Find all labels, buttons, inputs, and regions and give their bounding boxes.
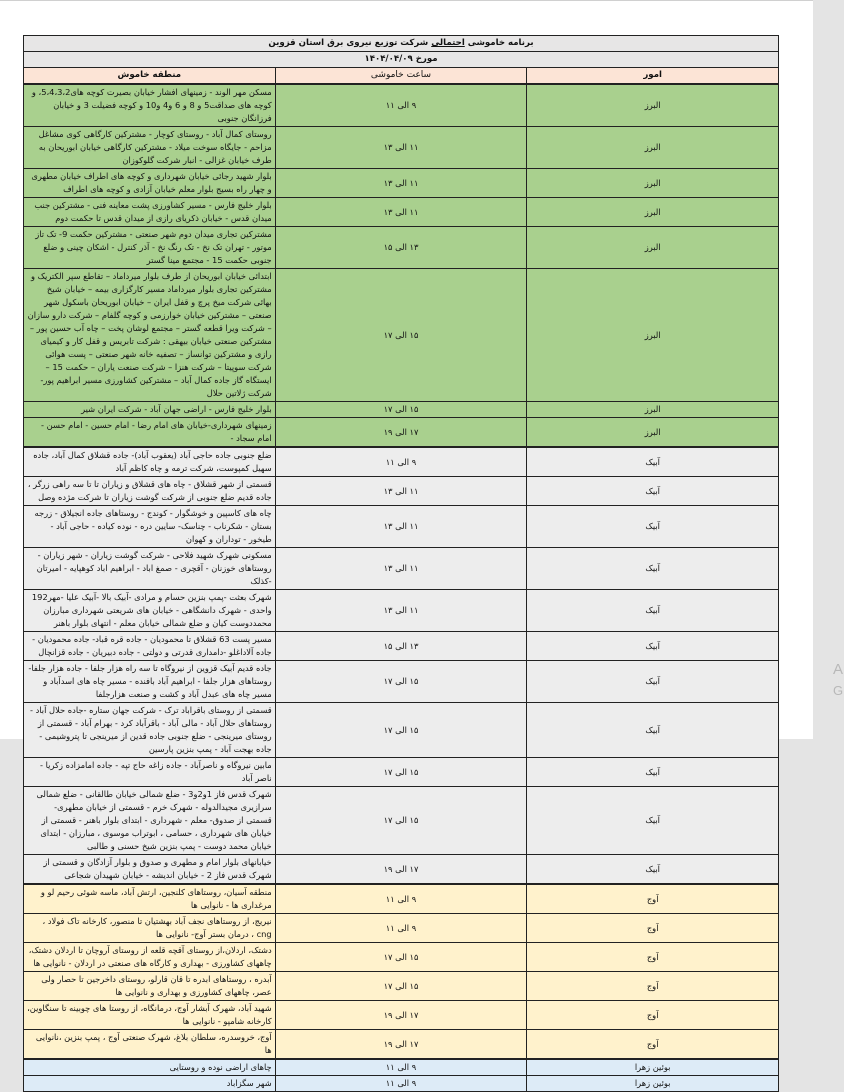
cell-region: آبیک <box>527 548 779 590</box>
table-row <box>24 84 779 127</box>
table-row <box>24 1059 779 1076</box>
table-row <box>24 402 779 418</box>
table-row <box>24 703 779 758</box>
cell-region: البرز <box>527 169 779 198</box>
cell-area: مشترکین تجاری میدان دوم شهر صنعتی - مشترکین حکمت 9- تک تاز موتور - تهران تک نخ - تک رنگ نخ - آذر کنترل - اشکان چینی و ضلع جنوبی حکمت 15 - مجتمع مینا گستر <box>24 227 276 269</box>
header-area: منطقه خاموش <box>24 68 276 85</box>
cell-region: آبیک <box>527 661 779 703</box>
cell-area: ابتدائی خیابان ابوریحان از طرف بلوار میرداماد – تقاطع سپر الکتریک و مشترکین تجاری بلوار میرداماد مسیر کارگزاری بیمه – خیابان شیخ بهائی شرکت میخ پرچ و قفل ایران – خیابان ابوریحان باسکول شهر صنعتی – مشترکین خیابان خوارزمی و کوچه گلفام – شرکت دارو سازان – شرکت ویرا قطعه گستر – مجتمع لوشان پخت – چاه آب حسین پور – مشترکین صنعتی خیابان بیهقی : شرکت تابریس و قفل کار و کیمیای رازی و مشترکین توانساز – تصفیه خانه شهر صنعتی – پست هوائی شرکت سوپیتا – شرکت هنزا – شرکت صنعت یاران – حکمت 15 – ایستگاه گاز جاده کمال آباد – مشترکین کشاورزی مسیر ابراهیم پور- شرکت ژلاتین حلال <box>24 269 276 402</box>
table-row <box>24 227 779 269</box>
cell-area: مابین نیروگاه و ناصرآباد - جاده زاغه حاج تپه - جاده امامزاده زکریا - ناصر آباد <box>24 758 276 787</box>
cell-time: ۹ الی ۱۱ <box>275 1076 527 1092</box>
cell-region: آوج <box>527 1030 779 1060</box>
table-row <box>24 447 779 477</box>
cell-area: مسیر پست 63 قشلاق تا محمودیان - جاده قره قباد- جاده محمودیان - جاده آلاداغلو -دامداری قدرتی و دولتی - جاده دبیریان - جاده قزانچال <box>24 632 276 661</box>
table-row <box>24 884 779 914</box>
header-region: امور <box>527 68 779 85</box>
cell-time: ۹ الی ۱۱ <box>275 884 527 914</box>
cell-area: نیریج، از روستاهای نجف آباد بهشتیان تا منصور، کارخانه تاک فولاد ، cng ، درمان بستر آوج- نانوایی ها <box>24 914 276 943</box>
cell-time: ۱۵ الی ۱۷ <box>275 661 527 703</box>
cell-region: آبیک <box>527 787 779 855</box>
cell-time: ۹ الی ۱۱ <box>275 914 527 943</box>
cell-time: ۱۳ الی ۱۵ <box>275 632 527 661</box>
cell-region: البرز <box>527 227 779 269</box>
table-row <box>24 477 779 506</box>
cell-area: قسمتی از شهر قشلاق - چاه های قشلاق و زیاران تا تا سه راهی زرگر ، جاده قدیم ضلع جنوبی از شرکت گوشت زیاران تا شرکت مژده وصل <box>24 477 276 506</box>
table-row <box>24 169 779 198</box>
cell-region: البرز <box>527 269 779 402</box>
cell-area: بلوار شهید رجائی خیابان شهرداری و کوچه های اطراف خیابان مطهری و چهار راه بسیج بلوار معلم خیابان آزادی و کوچه های اطراف <box>24 169 276 198</box>
cell-time: ۱۱ الی ۱۳ <box>275 506 527 548</box>
cell-area: بلوار خلیج فارس - اراضی جهان آباد - شرکت ایران شیر <box>24 402 276 418</box>
cell-area: جاده قدیم آبیک قزوین از نیروگاه تا سه راه هزار جلفا - جاده هزار جلفا- روستاهای هزار جلفا - ابراهیم آباد بافنده - مسیر چاه های اسدآباد و مسیر چاه های عبدل آباد و کشت و صنعت هزارجلفا <box>24 661 276 703</box>
table-row <box>24 914 779 943</box>
cell-region: البرز <box>527 198 779 227</box>
table-row <box>24 548 779 590</box>
table-row <box>24 418 779 448</box>
cell-time: ۱۱ الی ۱۳ <box>275 548 527 590</box>
cell-area: آوج، خروسدره، سلطان بلاغ، شهرک صنعتی آوج ، پمپ بنزین ،نانوایی ها <box>24 1030 276 1060</box>
side-panel-letter-g: G <box>833 683 844 698</box>
cell-time: ۱۵ الی ۱۷ <box>275 758 527 787</box>
cell-time: ۱۱ الی ۱۳ <box>275 169 527 198</box>
cell-area: شهرک بعثت -پمپ بنزین حسام و مرادی -آبیک بالا -آبیک علیا -مهر192 واحدی - شهرک دانشگاهی - خیابان های شریعتی شهرداری مبارزان محمددوست کیان و ضلع شمالی خیابان معلم - انتهای بلوار باهنر <box>24 590 276 632</box>
cell-time: ۹ الی ۱۱ <box>275 84 527 127</box>
cell-region: البرز <box>527 127 779 169</box>
table-row <box>24 943 779 972</box>
cell-region: آبیک <box>527 447 779 477</box>
date-row <box>24 52 779 68</box>
header-row <box>24 68 779 85</box>
cell-area: چاهای اراضی نوده و روستایی <box>24 1059 276 1076</box>
cell-area: منطقه آسیان، روستاهای کلنجین، ارتش آباد، ماسه شوئی رحیم لو و مرغداری ها - نانوایی ها <box>24 884 276 914</box>
cell-time: ۱۳ الی ۱۵ <box>275 227 527 269</box>
cell-region: آبیک <box>527 632 779 661</box>
title-row <box>24 36 779 52</box>
table-row <box>24 972 779 1001</box>
outage-schedule-table <box>23 35 779 1092</box>
cell-area: شهر سگزاباد <box>24 1076 276 1092</box>
table-row <box>24 127 779 169</box>
table-row <box>24 758 779 787</box>
table-row <box>24 1030 779 1060</box>
cell-region: بوئین زهرا <box>527 1076 779 1092</box>
cell-region: آبیک <box>527 506 779 548</box>
cell-time: ۱۷ الی ۱۹ <box>275 855 527 885</box>
table-row <box>24 787 779 855</box>
table-row <box>24 661 779 703</box>
cell-region: آبیک <box>527 758 779 787</box>
cell-area: آبدره ، روستاهای ابدره تا قان قارلو، روستای داخرجین تا حصار ولی عصر، چاههای کشاورزی و بهداری و نانوایی ها <box>24 972 276 1001</box>
cell-region: آوج <box>527 884 779 914</box>
cell-area: شهید آباد، شهرک آبشار آوج، درمانگاه، از روستا های چوبینه تا سنگاوین، کارخانه شامپو - نانوایی ها <box>24 1001 276 1030</box>
table-row <box>24 855 779 885</box>
cell-area: چاه های کاسپین و خوشگوار - کوندج - روستاهای جاده انجیلاق - زرجه بستان - شکرناب - چناسک- سایین دره - نوده کیاده - حاجی آباد - طیخور - توداران و کهوان <box>24 506 276 548</box>
cell-time: ۱۵ الی ۱۷ <box>275 943 527 972</box>
title-emphasis: احتمالی <box>431 38 465 48</box>
cell-area: مسکن مهر الوند - زمینهای افشار خیابان بصیرت کوچه های5،4،3،2، و کوچه های صداقت5 و 8 و 6 و4 و10 و کوچه فضیلت 3 و خیابان فرزانگان جنوبی <box>24 84 276 127</box>
table-row <box>24 632 779 661</box>
document-title: برنامه خاموشی احتمالی شرکت توزیع نیروی برق استان قزوین <box>24 36 779 52</box>
cell-area: خیابانهای بلوار امام و مطهری و صدوق و بلوار آزادگان و قسمتی از شهرک قدس فاز 2 - خیابان اندیشه - خیابان شهیدان شجاعی <box>24 855 276 885</box>
cell-time: ۹ الی ۱۱ <box>275 1059 527 1076</box>
table-row <box>24 1076 779 1092</box>
cell-time: ۱۱ الی ۱۳ <box>275 590 527 632</box>
cell-region: البرز <box>527 84 779 127</box>
cell-time: ۱۷ الی ۱۹ <box>275 1030 527 1060</box>
cell-area: روستای کمال آباد - روستای کوچار - مشترکین کارگاهی کوی مشاغل مزاحم - جایگاه سوخت میلاد - مشترکین کارگاهی خیابان ابوریحان به طرف خیابان غزالی - انبار شرکت گلوکوزان <box>24 127 276 169</box>
cell-time: ۱۵ الی ۱۷ <box>275 703 527 758</box>
cell-region: آوج <box>527 972 779 1001</box>
cell-region: آبیک <box>527 703 779 758</box>
cell-time: ۱۷ الی ۱۹ <box>275 1001 527 1030</box>
table-row <box>24 1001 779 1030</box>
cell-area: قسمتی از روستای باقراباد ترک - شرکت جهان ستاره -جاده حلال آباد - روستاهای حلال آباد - مالی آباد - باقرآباد کرد - بهرام آباد - قسمتی از روستای میرینجی - ضلع جنوبی جاده قدین از میرینجی تا پتروشیمی - جاده بهجت آباد - پمپ بنزین پارسین <box>24 703 276 758</box>
table-row <box>24 590 779 632</box>
cell-region: بوئین زهرا <box>527 1059 779 1076</box>
cell-time: ۱۷ الی ۱۹ <box>275 418 527 448</box>
cell-time: ۱۱ الی ۱۳ <box>275 477 527 506</box>
cell-area: ضلع جنوبی جاده حاجی آباد (یعقوب آباد)- جاده قشلاق کمال آباد، جاده سهیل کمپوست، شرکت ترمه و چاه کاظم آباد <box>24 447 276 477</box>
cell-region: آوج <box>527 914 779 943</box>
cell-area: دشتک، اردلان،از روستای آقچه قلعه از روستای آروچان تا اردلان دشتک، چاههای کشاورزی - بهداری و کارگاه های صنعتی در اردلان - نانوایی ها <box>24 943 276 972</box>
cell-region: البرز <box>527 402 779 418</box>
cell-time: ۹ الی ۱۱ <box>275 447 527 477</box>
cell-time: ۱۱ الی ۱۳ <box>275 198 527 227</box>
document-date: مورخ ۱۴۰۴/۰۴/۰۹ <box>24 52 779 68</box>
cell-region: آبیک <box>527 590 779 632</box>
cell-area: شهرک قدس فاز 1و2و3 - ضلع شمالی خیابان طالقانی - ضلع شمالی سرازیری مجیدالدوله - شهرک خرم - قسمتی از خیابان مطهری- قسمتی از صدوق- معلم - شهرداری - ابتدای بلوار باهنر - قسمتی از خیابان های شهرداری ، حسامی ، ابوتراب موسوی ، مبارزان - ابتدای خیابان محمد دوست - پمپ بنزین شیخ حسنی و طالبی <box>24 787 276 855</box>
cell-area: مسکونی شهرک شهید فلاحی - شرکت گوشت زیاران - شهر زیاران - روستاهای خوزنان - آقچری - صمغ اباد - ابراهیم اباد کوهپایه - امیرتان -کذلک <box>24 548 276 590</box>
side-panel-letter-a: A <box>833 661 844 678</box>
cell-time: ۱۵ الی ۱۷ <box>275 787 527 855</box>
cell-region: آوج <box>527 1001 779 1030</box>
cell-area: زمینهای شهرداری-خیابان های امام رضا - امام حسین - امام حسن - امام سجاد - <box>24 418 276 448</box>
cell-time: ۱۵ الی ۱۷ <box>275 269 527 402</box>
cell-region: آوج <box>527 943 779 972</box>
cell-time: ۱۱ الی ۱۳ <box>275 127 527 169</box>
cell-area: بلوار خلیج فارس - مسیر کشاورزی پشت معاینه فنی - مشترکین جنب میدان قدس - خیابان ذکریای رازی از میدان قدس تا حکمت دوم <box>24 198 276 227</box>
cell-time: ۱۵ الی ۱۷ <box>275 972 527 1001</box>
table-row <box>24 506 779 548</box>
header-time: ساعت خاموشی <box>275 68 527 85</box>
cell-time: ۱۵ الی ۱۷ <box>275 402 527 418</box>
table-row <box>24 198 779 227</box>
table-row <box>24 269 779 402</box>
cell-region: آبیک <box>527 855 779 885</box>
cell-region: آبیک <box>527 477 779 506</box>
cell-region: البرز <box>527 418 779 448</box>
